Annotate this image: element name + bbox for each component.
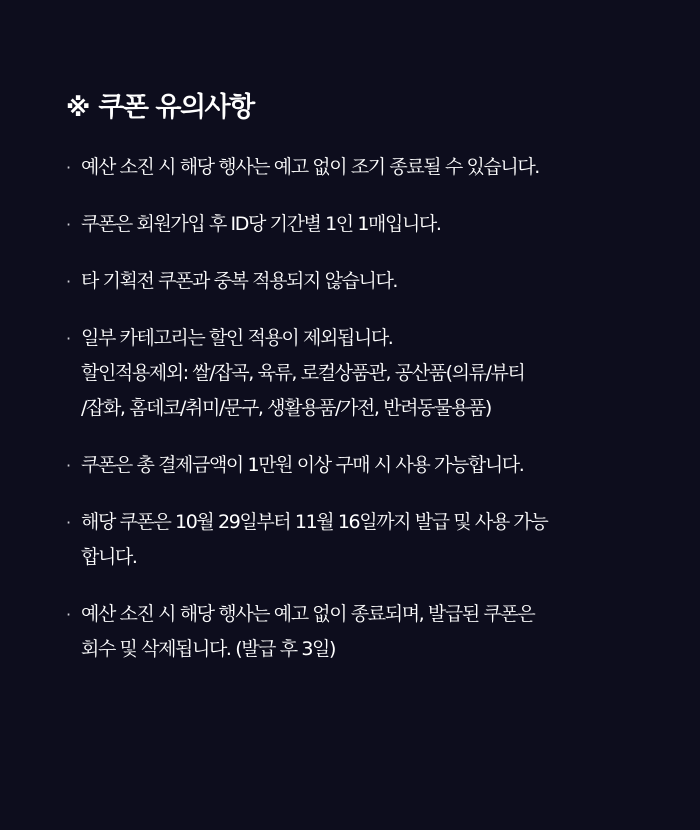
notice-item-revocation: · 예산 소진 시 해당 행사는 예고 없이 종료되며, 발급된 쿠폰은 회수 및 삭제됩니다. (발급 후 3일) <box>66 597 660 667</box>
notice-item-issue-period: · 해당 쿠폰은 10월 29일부터 11월 16일까지 발급 및 사용 가능 합니다. <box>66 505 660 575</box>
reference-mark-icon: ※ <box>66 93 91 122</box>
notice-list <box>66 150 660 667</box>
notice-item-no-duplicate: · 타 기획전 쿠폰과 중복 적용되지 않습니다. <box>66 264 660 299</box>
notice-item-one-per-id: · 쿠폰은 회원가입 후 ID당 기간별 1인 1매입니다. <box>66 207 660 242</box>
notice-item-budget-early-end: · 예산 소진 시 해당 행사는 예고 없이 조기 종료될 수 있습니다. <box>66 150 660 185</box>
notice-title-text: 쿠폰 유의사항 <box>98 92 254 123</box>
notice-item-minimum-purchase: · 쿠폰은 총 결제금액이 1만원 이상 구매 시 사용 가능합니다. <box>66 448 660 483</box>
notice-title <box>66 88 660 128</box>
notice-item-excluded-categories: · 일부 카테고리는 할인 적용이 제외됩니다. 할인적용제외: 쌀/잡곡, 육류, 로컬상품관, 공산품(의류/뷰티 /잡화, 홈데코/취미/문구, 생활용품/가전, 반려동물용품) <box>66 321 660 426</box>
